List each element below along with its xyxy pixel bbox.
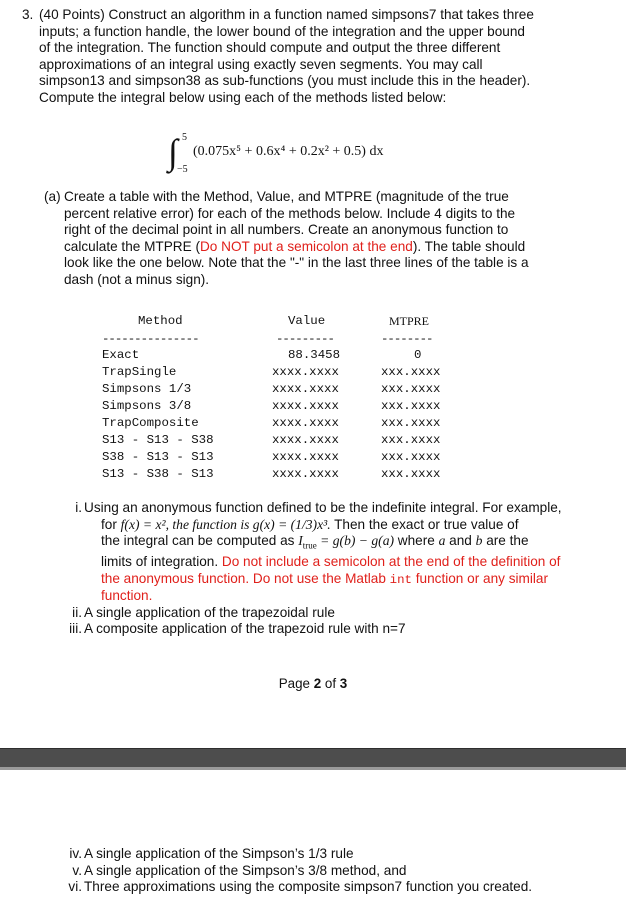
question-number: 3.	[22, 7, 34, 22]
part-a-text: calculate the MTPRE (	[64, 238, 200, 254]
item-number: v.	[72, 862, 82, 878]
item-number: iv.	[69, 846, 82, 861]
part-a-text: ). The table should	[412, 238, 526, 254]
item-text: and	[445, 533, 476, 548]
item-text: Then the exact or true value of	[330, 516, 519, 532]
cell-mtpre: xxx.xxxx	[381, 365, 441, 379]
cell-value: 88.3458	[288, 348, 341, 362]
cell-method: Simpsons 3/8	[102, 399, 192, 413]
math-subscript: true	[302, 540, 317, 551]
part-a-warning: Do NOT put a semicolon at the end	[199, 238, 413, 254]
header-method: Method	[138, 314, 183, 328]
item-number: iii.	[69, 621, 82, 637]
item-warning: function or any similar	[411, 570, 548, 586]
cell-mtpre: xxx.xxxx	[381, 467, 441, 481]
cell-value: xxxx.xxxx	[272, 365, 339, 379]
method-list	[62, 500, 602, 638]
cell-method: Simpsons 1/3	[102, 382, 192, 396]
list-item	[62, 879, 602, 896]
integral-upper-bound: 5	[182, 132, 187, 143]
part-a-line: look like the one below. Note that the "-" in the last three lines of the table is a	[64, 255, 529, 270]
cell-value: xxxx.xxxx	[272, 433, 339, 447]
list-item	[62, 605, 602, 622]
cell-mtpre: xxx.xxxx	[381, 382, 441, 396]
cell-mtpre: xxx.xxxx	[381, 433, 441, 447]
cell-mtpre: xxx.xxxx	[381, 450, 441, 464]
list-item	[62, 621, 602, 638]
cell-value: xxxx.xxxx	[272, 382, 339, 396]
item-line: A single application of the trapezoidal rule	[84, 604, 335, 620]
cell-value: xxxx.xxxx	[272, 399, 339, 413]
item-line: A single application of the Simpson’s 1/3 rule	[84, 846, 354, 861]
integrand: (0.075x⁵ + 0.6x⁴ + 0.2x² + 0.5) dx	[193, 144, 384, 159]
page-current: 2	[313, 676, 322, 691]
item-line	[84, 533, 602, 554]
item-line: A composite application of the trapezoid rule with n=7	[84, 621, 406, 637]
part-a-line: percent relative error) for each of the methods below. Include 4 digits to the	[64, 205, 516, 221]
cell-value: xxxx.xxxx	[272, 467, 339, 481]
cell-method: S13 - S13 - S38	[102, 433, 214, 447]
item-line: Using an anonymous function defined to be the indefinite integral. For example,	[84, 500, 562, 515]
header-mtpre: MTPRE	[389, 314, 430, 328]
list-item	[62, 863, 602, 880]
item-text: for	[101, 516, 121, 532]
part-a-line: Create a table with the Method, Value, and MTPRE (magnitude of the true	[64, 189, 509, 204]
list-item	[62, 846, 602, 863]
question-block	[22, 7, 612, 106]
cell-mtpre: xxx.xxxx	[381, 416, 441, 430]
part-a-line	[64, 239, 609, 256]
item-line	[84, 554, 602, 571]
part-a-line: dash (not a minus sign).	[64, 271, 210, 287]
header-value: Value	[288, 314, 326, 328]
integral-equation	[168, 132, 498, 176]
question-line: of the integration. The function should compute and output the three different	[39, 40, 501, 55]
math-expression: I	[298, 533, 303, 548]
part-a-label: (a)	[44, 189, 61, 204]
cell-value: xxxx.xxxx	[272, 450, 339, 464]
item-text: where	[394, 533, 439, 548]
page-separator	[0, 748, 626, 770]
question-line: Compute the integral below using each of the methods listed below:	[39, 89, 447, 105]
item-number: ii.	[72, 604, 82, 620]
item-text: limits of integration.	[101, 554, 219, 570]
cell-method: TrapSingle	[102, 365, 177, 379]
question-line: approximations of an integral using exactly seven segments. You may call	[39, 56, 483, 72]
code-keyword: int	[389, 572, 412, 587]
item-warning: the anonymous function. Do not use the Matlab	[101, 570, 390, 586]
cell-method: TrapComposite	[102, 416, 199, 430]
item-text: are the	[482, 533, 529, 548]
math-expression: f(x) = x², the function is g(x) = (1/3)x³.	[120, 516, 331, 532]
question-line: simpson13 and simpson38 as sub-functions (you must include this in the header).	[39, 73, 531, 88]
page-sep: of	[321, 676, 340, 691]
page-number	[0, 676, 626, 691]
item-line: function.	[101, 588, 153, 604]
item-warning: Do not include a semicolon at the end of the definition of	[218, 554, 561, 570]
integral-sign: ∫	[168, 132, 178, 172]
item-line: Three approximations using the composite simpson7 function you created.	[84, 879, 533, 894]
part-a	[44, 189, 609, 288]
part-a-line: right of the decimal point in all numbers. Create an anonymous function to	[64, 222, 509, 237]
item-number: vi.	[68, 879, 82, 894]
cell-method: Exact	[102, 348, 140, 362]
page-total: 3	[339, 676, 348, 691]
integral-lower-bound: −5	[177, 164, 188, 175]
results-table	[96, 308, 476, 493]
item-line: A single application of the Simpson’s 3/8 method, and	[84, 862, 407, 878]
method-list-continued	[62, 846, 602, 896]
cell-value: xxxx.xxxx	[272, 416, 339, 430]
item-line	[84, 571, 602, 589]
math-variable: a	[438, 533, 446, 548]
cell-method: S13 - S38 - S13	[102, 467, 214, 481]
cell-mtpre: xxx.xxxx	[381, 399, 441, 413]
header-underline: --------	[381, 332, 433, 346]
question-line: inputs; a function handle, the lower bound of the integration and the upper bound	[39, 23, 525, 39]
item-number: i.	[75, 500, 82, 515]
math-variable: b	[475, 533, 483, 548]
item-line	[84, 517, 602, 534]
item-text: the integral can be computed as	[101, 533, 299, 548]
question-line: (40 Points) Construct an algorithm in a function named simpsons7 that takes three	[39, 7, 534, 22]
header-underline: ---------	[276, 332, 334, 346]
cell-method: S38 - S13 - S13	[102, 450, 214, 464]
cell-mtpre: 0	[414, 348, 422, 362]
page-label: Page	[278, 676, 314, 691]
header-underline: ---------------	[102, 332, 199, 346]
list-item	[62, 500, 602, 605]
math-expression: = g(b) − g(a)	[316, 533, 395, 548]
